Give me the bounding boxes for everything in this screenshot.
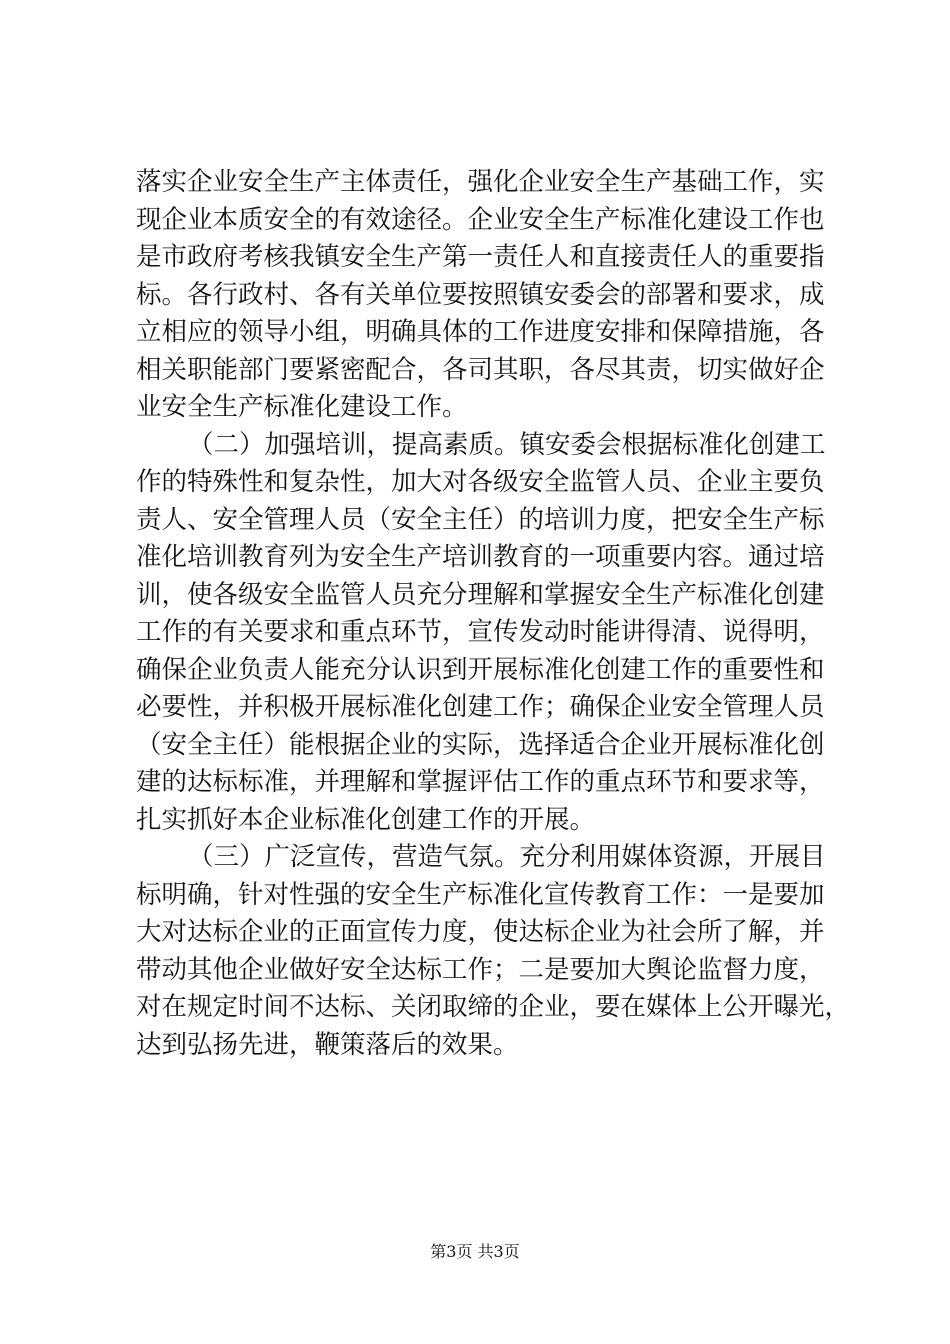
paragraph-line: 达到弘扬先进，鞭策落后的效果。	[136, 1029, 519, 1060]
paragraph-line: 标。各行政村、各有关单位要按照镇安委会的部署和要求，成	[136, 279, 825, 310]
paragraph-line: （三）广泛宣传，营造气氛。充分利用媒体资源，开展目	[188, 842, 826, 872]
paragraph-line: 标明确，针对性强的安全生产标准化宣传教育工作：一是要加	[136, 879, 825, 910]
paragraph-line: 是市政府考核我镇安全生产第一责任人和直接责任人的重要指	[136, 242, 825, 272]
paragraph-line: 带动其他企业做好安全达标工作；二是要加大舆论监督力度，	[136, 954, 825, 985]
paragraph-line: 现企业本质安全的有效途径。企业安全生产标准化建设工作也	[136, 204, 825, 235]
paragraph-line: （二）加强培训，提高素质。镇安委会根据标准化创建工	[188, 429, 826, 460]
paragraph-line: 必要性，并积极开展标准化创建工作；确保企业安全管理人员	[136, 692, 825, 722]
paragraph-line: 责人、安全管理人员（安全主任）的培训力度，把安全生产标	[136, 504, 825, 535]
paragraph-line: 准化培训教育列为安全生产培训教育的一项重要内容。通过培	[136, 542, 825, 572]
paragraph-line: 扎实抓好本企业标准化创建工作的开展。	[136, 804, 596, 835]
paragraph-line: 立相应的领导小组，明确具体的工作进度安排和保障措施，各	[136, 317, 825, 347]
paragraph-line: 落实企业安全生产主体责任，强化企业安全生产基础工作，实	[136, 167, 825, 197]
paragraph-line: 训，使各级安全监管人员充分理解和掌握安全生产标准化创建	[136, 579, 825, 610]
document-body	[136, 164, 851, 1064]
paragraph-line: 相关职能部门要紧密配合，各司其职，各尽其责，切实做好企	[136, 354, 825, 385]
paragraph-line: （安全主任）能根据企业的实际，选择适合企业开展标准化创	[136, 729, 825, 760]
page-number-footer: 第3页 共3页	[430, 1242, 520, 1261]
paragraph-line: 建的达标标准，并理解和掌握评估工作的重点环节和要求等，	[136, 767, 825, 797]
paragraph-line: 确保企业负责人能充分认识到开展标准化创建工作的重要性和	[136, 654, 825, 685]
paragraph-line: 工作的有关要求和重点环节，宣传发动时能讲得清、说得明，	[136, 617, 825, 647]
paragraph-line: 大对达标企业的正面宣传力度，使达标企业为社会所了解，并	[136, 917, 825, 947]
paragraph-line: 作的特殊性和复杂性，加大对各级安全监管人员、企业主要负	[136, 467, 825, 497]
paragraph-line: 业安全生产标准化建设工作。	[136, 392, 468, 422]
paragraph-line: 对在规定时间不达标、关闭取缔的企业，要在媒体上公开曝光，	[136, 992, 851, 1022]
